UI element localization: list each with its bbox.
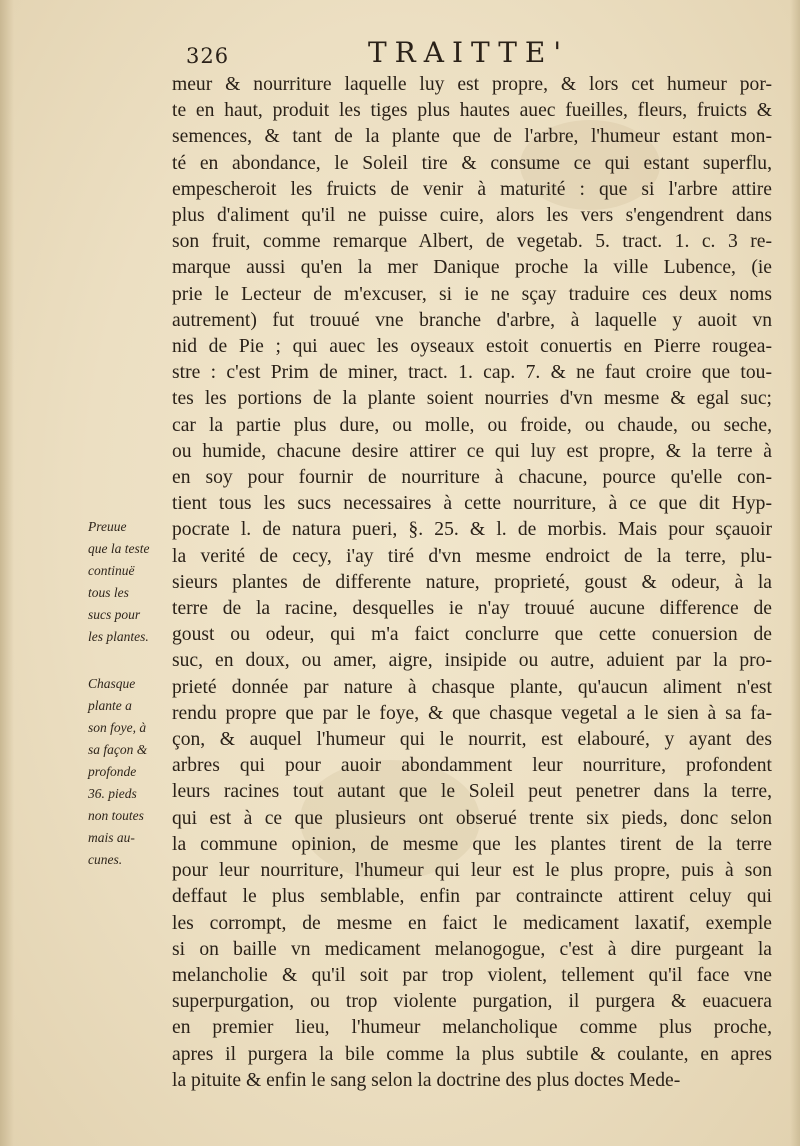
marginal-note-line: tous les xyxy=(88,585,129,600)
text-line: té en abondance, le Soleil tire & consume ce qui estant superflu, xyxy=(172,152,772,174)
text-line: plus d'aliment qu'il ne puisse cuire, alors les vers s'engendrent dans xyxy=(172,205,772,227)
marginal-note-line: les plantes. xyxy=(88,629,149,644)
text-line: leurs racines tout autant que le Soleil peut penetrer dans la terre, xyxy=(172,781,772,803)
text-line: arbres qui pour auoir abondamment leur nourriture, profondent xyxy=(172,755,772,777)
text-line: qui est à ce que plusieurs ont obserué trente six pieds, donc selon xyxy=(172,807,772,829)
text-line: suc, en doux, ou amer, aigre, insipide ou autre, aduient par la pro- xyxy=(172,650,772,672)
marginal-note-line: plante a xyxy=(88,698,132,713)
text-line: pour leur nourriture, l'humeur qui leur est le plus propre, puis à son xyxy=(172,860,772,882)
marginal-note-line: continuë xyxy=(88,563,135,578)
marginal-note-line: 36. pieds xyxy=(88,786,137,801)
running-head: TRAITTE' xyxy=(368,36,570,69)
text-line: la pituite & enfin le sang selon la doctrine des plus doctes Mede- xyxy=(172,1069,681,1091)
text-line: rendu propre que par le foye, & que chasque vegetal a le sien à sa fa- xyxy=(172,702,772,724)
text-line: ou humide, chacune desire attirer ce qui luy est propre, & la terre à xyxy=(172,440,772,462)
marginal-note xyxy=(88,673,174,871)
marginal-note-line: sa façon & xyxy=(88,742,148,757)
text-line: çon, & auquel l'humeur qui le nourrit, est elabouré, y ayant des xyxy=(172,729,772,751)
text-line: prie le Lecteur de m'excuser, si ie ne sçay traduire ces deux noms xyxy=(172,283,772,305)
marginal-note-line: que la teste xyxy=(88,541,150,556)
text-line: nid de Pie ; qui auec les oyseaux estoit conuertis en Pierre rougea- xyxy=(172,336,772,358)
text-line: semences, & tant de la plante que de l'arbre, l'humeur estant mon- xyxy=(172,126,772,148)
page-edge-shadow-left xyxy=(0,0,14,1146)
text-line: empescheroit les fruicts de venir à maturité : que si l'arbre attire xyxy=(172,178,772,200)
text-line: stre : c'est Prim de miner, tract. 1. cap. 7. & ne faut croire que tou- xyxy=(172,362,772,384)
text-line: en premier lieu, l'humeur melancholique comme plus proche, xyxy=(172,1017,772,1039)
text-line: son fruit, comme remarque Albert, de vegetab. 5. tract. 1. c. 3 re- xyxy=(172,231,772,253)
marginal-note-line: Preuue xyxy=(88,519,127,534)
body-text xyxy=(172,72,772,1094)
marginal-note-line: mais au- xyxy=(88,830,135,845)
text-line: goust ou odeur, qui m'a faict conclurre que cette conuersion de xyxy=(172,624,772,646)
page-number: 326 xyxy=(186,44,230,68)
text-line: deffaut le plus semblable, enfin par contraincte attirent celuy qui xyxy=(172,886,772,908)
marginal-note-line: cunes. xyxy=(88,852,123,867)
text-line: tient tous les sucs necessaires à cette nourriture, à ce que dit Hyp- xyxy=(172,493,772,515)
text-line: autrement) fut trouué vne branche d'arbre, à laquelle y auoit vn xyxy=(172,309,772,331)
text-line: pocrate l. de natura pueri, §. 25. & l. de morbis. Mais pour sçauoir xyxy=(172,519,772,541)
text-line: marque aussi qu'en la mer Danique proche la ville Lubence, (ie xyxy=(172,257,772,279)
text-line: la verité de cecy, i'ay tiré d'vn mesme endroict de la terre, plu- xyxy=(172,545,772,567)
marginal-note-line: non toutes xyxy=(88,808,144,823)
text-line: te en haut, produit les tiges plus hautes auec fueilles, fleurs, fruicts & xyxy=(172,100,772,122)
text-line: en soy pour fournir de nourriture à chacune, pource qu'elle con- xyxy=(172,467,772,489)
text-line: sieurs plantes de differente nature, proprieté, goust & odeur, à la xyxy=(172,571,772,593)
marginal-note xyxy=(88,516,174,648)
page-edge-shadow-right xyxy=(790,0,800,1146)
text-line: melancholie & qu'il soit par trop violent, tellement qu'il face vne xyxy=(172,964,772,986)
text-line: apres il purgera la bile comme la plus subtile & coulante, en apres xyxy=(172,1043,772,1065)
marginal-note-line: profonde xyxy=(88,764,137,779)
marginal-note-line: sucs pour xyxy=(88,607,141,622)
text-line: prieté donnée par nature à chasque plante, qu'aucun aliment n'est xyxy=(172,676,772,698)
text-line: la commune opinion, de mesme que les plantes tirent de la terre xyxy=(172,833,772,855)
text-line: les corrompt, de mesme en faict le medicament laxatif, exemple xyxy=(172,912,772,934)
text-line: tes les portions de la plante soient nourries d'vn mesme & egal suc; xyxy=(172,388,772,410)
marginal-note-line: son foye, à xyxy=(88,720,147,735)
text-line: si on baille vn medicament melanogogue, c'est à dire purgeant la xyxy=(172,938,772,960)
text-line: superpurgation, ou trop violente purgation, il purgera & euacuera xyxy=(172,991,772,1013)
marginal-note-line: Chasque xyxy=(88,676,136,691)
text-line: car la partie plus dure, ou molle, ou froide, ou chaude, ou seche, xyxy=(172,414,772,436)
text-line: terre de la racine, desquelles ie n'ay trouué aucune difference de xyxy=(172,598,772,620)
text-line: meur & nourriture laquelle luy est propre, & lors cet humeur por- xyxy=(172,74,772,95)
